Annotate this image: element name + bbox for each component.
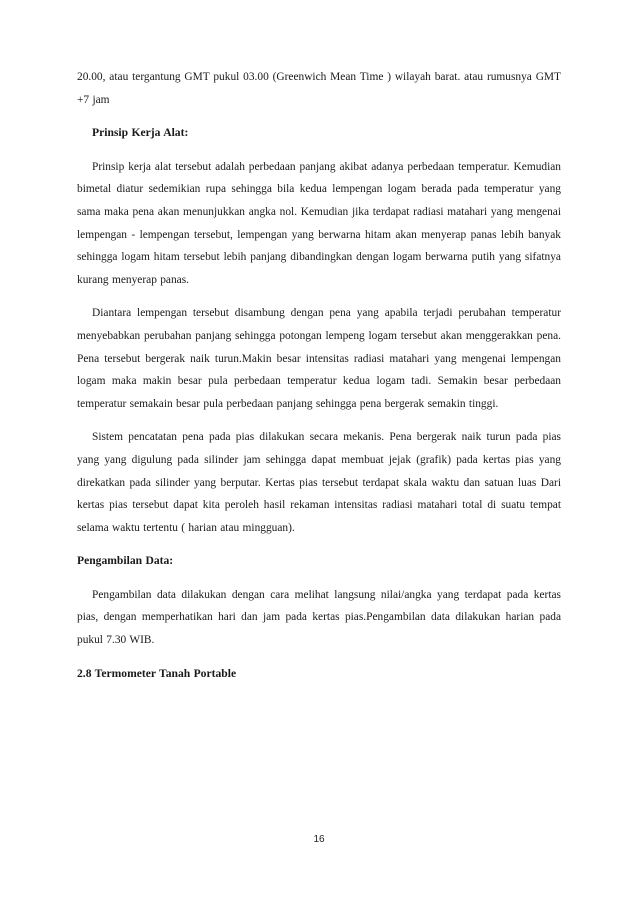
page-number: 16 [313, 834, 325, 845]
heading-prinsip-kerja-alat: Prinsip Kerja Alat: [92, 126, 189, 140]
paragraph-pengambilan: Pengambilan data dilakukan dengan cara melihat langsung nilai/angka yang terdapat pada kertas pias, dengan memperhatikan hari dan jam pada kertas pias.Pengambilan data dilakukan harian pada pukul 7.30 WIB. [77, 588, 561, 647]
intro-paragraph: 20.00, atau tergantung GMT pukul 03.00 (Greenwich Mean Time ) wilayah barat. atau rumusnya GMT +7 jam [77, 71, 561, 106]
paragraph-prinsip-2: Diantara lempengan tersebut disambung dengan pena yang apabila terjadi perubahan temperatur menyebabkan perubahan panjang sehingga potongan lempeng logam tersebut akan menggerakkan pena. Pena tersebut bergerak naik turun.Makin besar intensitas radiasi matahari yang mengenai lempengan logam maka makin besar pula perbedaan temperatur kedua logam tadi. Semakin besar perbedaan temperatur semakain besar pula perbedaan panjang sehingga pena bergerak semakin tinggi. [77, 307, 561, 410]
heading-pengambilan-data: Pengambilan Data: [77, 554, 174, 568]
document-page [77, 66, 561, 685]
section-heading-termometer-tanah: 2.8 Termometer Tanah Portable [77, 666, 237, 680]
paragraph-prinsip-1: Prinsip kerja alat tersebut adalah perbedaan panjang akibat adanya perbedaan temperatur. Kemudian bimetal diatur sedemikian rupa sehingga bila kedua lempengan logam berada pada temperatur yang sama maka pena akan menunjukkan angka nol. Kemudian jika terdapat radiasi matahari yang mengenai lempengan - lempengan tersebut, lempengan yang berwarna hitam akan menyerap panas lebih banyak sehingga logam hitam tersebut lebih panjang dibandingkan dengan logam berwarna putih yang sifatnya kurang menyerap panas. [77, 160, 561, 286]
paragraph-prinsip-3: Sistem pencatatan pena pada pias dilakukan secara mekanis. Pena bergerak naik turun pada pias yang yang digulung pada silinder jam sehingga dapat membuat jejak (grafik) pada kertas pias yang direkatkan pada silinder yang berputar. Kertas pias tersebut terdapat skala waktu dan satuan luas Dari kertas pias tersebut dapat kita peroleh hasil rekaman intensitas radiasi matahari total di suatu tempat selama waktu tertentu ( harian atau mingguan). [77, 431, 561, 534]
